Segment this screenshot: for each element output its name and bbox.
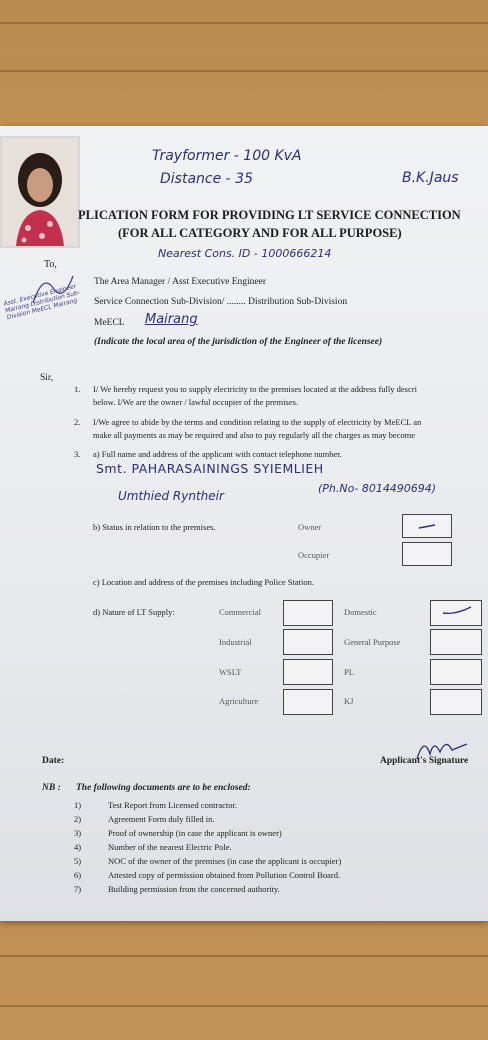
item3a-label: a) Full name and address of the applicant with contact telephone number. (93, 449, 342, 459)
nearest-cons-id: Nearest Cons. ID - 1000666214 (158, 247, 332, 260)
addressee-line3: MeECL (94, 318, 125, 328)
owner-label: Owner (298, 522, 322, 532)
stamp-scribble (28, 268, 78, 308)
doc-text: Number of the nearest Electric Pole. (108, 842, 232, 852)
wslt-checkbox[interactable] (283, 659, 333, 685)
pl-checkbox[interactable] (430, 659, 482, 685)
doc-text: Proof of ownership (in case the applicant is owner) (108, 828, 282, 838)
doc-number: 7) (74, 884, 82, 894)
salutation: Sir, (40, 373, 54, 383)
nb-label: NB : (42, 783, 61, 793)
item2-line2: make all payments as may be required and also to pay regularly all the charges as may become (93, 430, 416, 440)
doc-number: 4) (74, 842, 82, 852)
agriculture-checkbox[interactable] (283, 689, 333, 715)
item1-number: 1. (74, 384, 81, 394)
wslt-label: WSLT (219, 667, 242, 677)
owner-checkbox[interactable] (402, 514, 452, 538)
doc-text: Attested copy of permission obtained from Pollution Control Board. (108, 870, 341, 880)
applicant-phone: (Ph.No- 8014490694) (318, 482, 437, 495)
kj-checkbox[interactable] (430, 689, 482, 715)
wood-grain (0, 1005, 488, 1007)
general-purpose-label: General Purpose (344, 637, 401, 647)
doc-number: 6) (74, 870, 82, 880)
doc-number: 5) (74, 856, 82, 866)
doc-text: Agreement Form duly filled in. (108, 814, 215, 824)
check-mark-icon (431, 601, 481, 625)
applicant-signature-scribble (412, 734, 472, 764)
application-form-paper (0, 126, 488, 921)
kj-label: KJ (344, 696, 354, 706)
item1-line1: I/ We hereby request you to supply electricity to the premises located at the address fully descri (93, 384, 417, 394)
transformer-note: Trayformer - 100 KvA (152, 148, 302, 164)
distance-note: Distance - 35 (160, 171, 253, 187)
commercial-label: Commercial (219, 607, 262, 617)
item2-line1: I/We agree to abide by the terms and condition relating to the supply of electricity by MeECL an (93, 417, 422, 427)
documents-title: The following documents are to be enclosed: (76, 783, 251, 793)
addressee-line1: The Area Manager / Asst Executive Engineer (94, 277, 266, 287)
general-purpose-checkbox[interactable] (430, 629, 482, 655)
applicant-address: Umthied Ryntheir (118, 489, 224, 503)
official-stamp: Asst. Executive Engineer Mairang Distribution Sub-Division MeECL Mairang (2, 282, 81, 322)
doc-text: Test Report from Licensed contractor. (108, 800, 237, 810)
doc-text: NOC of the owner of the premises (in case the applicant is occupier) (108, 856, 342, 866)
wood-grain (0, 22, 488, 24)
industrial-label: Industrial (219, 637, 252, 647)
applicant-photo (0, 136, 80, 248)
to-label: To, (44, 259, 57, 270)
doc-text: Building permission from the concerned authority. (108, 884, 280, 894)
agriculture-label: Agriculture (219, 696, 259, 706)
check-mark-icon (403, 515, 451, 537)
pl-label: PL (344, 667, 354, 677)
date-label: Date: (42, 756, 65, 766)
commercial-checkbox[interactable] (283, 600, 333, 626)
applicant-signature-label: Applicant's Signature (380, 756, 469, 766)
occupier-label: Occupier (298, 550, 330, 560)
item3b-label: b) Status in relation to the premises. (93, 522, 216, 532)
item3c-label: c) Location and address of the premises including Police Station. (93, 577, 314, 587)
form-subtitle: (FOR ALL CATEGORY AND FOR ALL PURPOSE) (118, 226, 402, 240)
industrial-checkbox[interactable] (283, 629, 333, 655)
domestic-label: Domestic (344, 607, 377, 617)
top-signature: B.K.Jaus (402, 170, 459, 186)
location-handwritten: Mairang (145, 312, 198, 327)
addressee-line2: Service Connection Sub-Division/ ........ Distribution Sub-Division (94, 297, 348, 307)
item2-number: 2. (74, 417, 81, 427)
wood-grain (0, 70, 488, 72)
wood-grain (0, 955, 488, 957)
domestic-checkbox[interactable] (430, 600, 482, 626)
doc-number: 3) (74, 828, 82, 838)
applicant-name: Smt. PAHARASAININGS SYIEMLIEH (96, 461, 324, 476)
item3-number: 3. (74, 449, 81, 459)
form-title: PLICATION FORM FOR PROVIDING LT SERVICE CONNECTION (78, 208, 461, 222)
occupier-checkbox[interactable] (402, 542, 452, 566)
doc-number: 1) (74, 800, 82, 810)
item1-line2: below. I/We are the owner / lawful occupier of the premises. (93, 397, 299, 407)
doc-number: 2) (74, 814, 82, 824)
item3d-label: d) Nature of LT Supply: (93, 607, 175, 617)
jurisdiction-note: (Indicate the local area of the jurisdiction of the Engineer of the licensee) (94, 337, 383, 347)
